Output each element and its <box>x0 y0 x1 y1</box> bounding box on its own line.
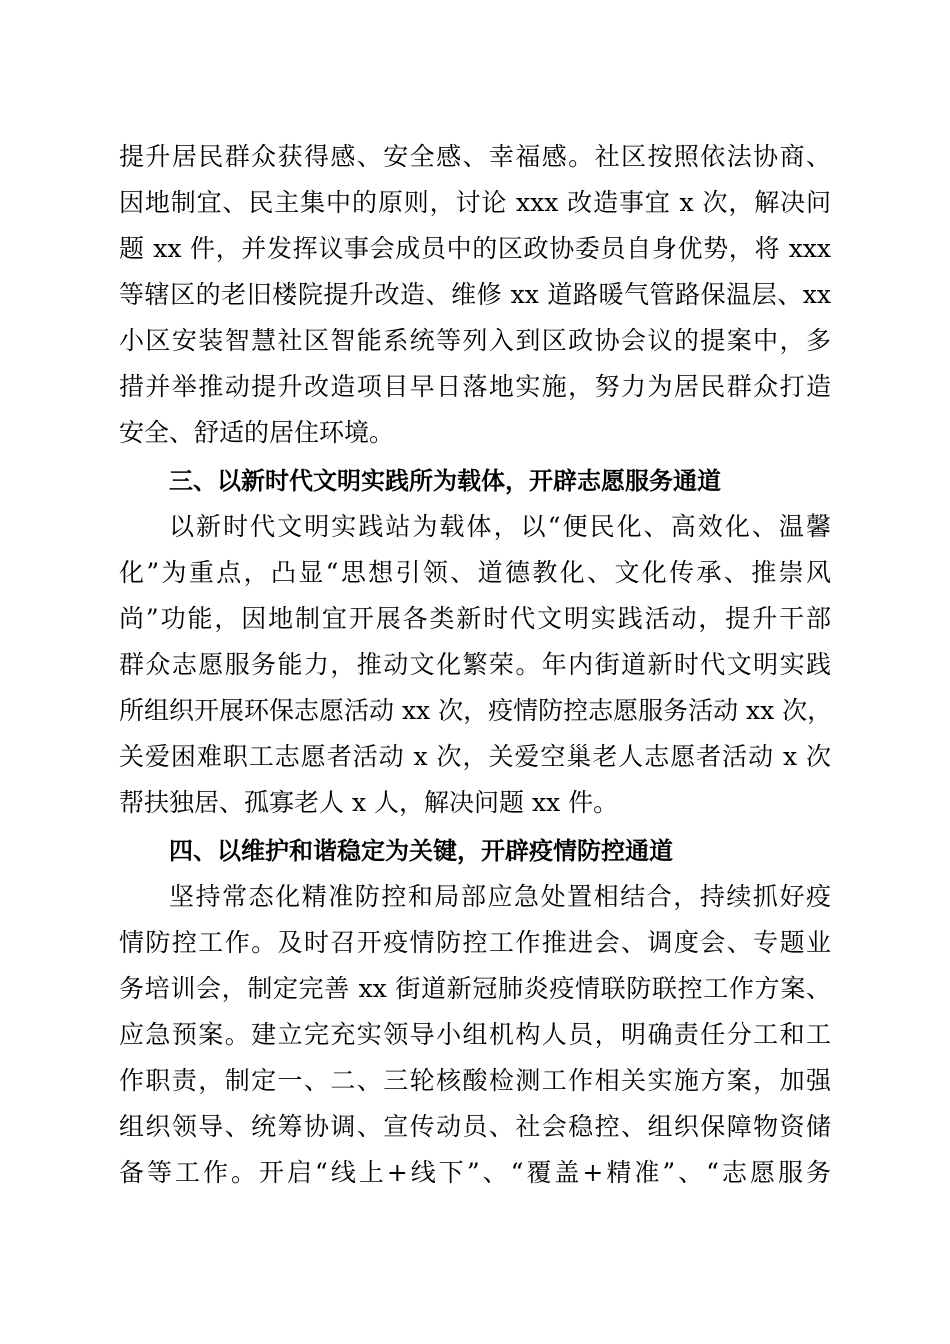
text-line: 以新时代文明实践站为载体，以“便民化、高效化、温馨 <box>169 512 831 541</box>
text-line: 小区安装智慧社区智能系统等列入到区政协会议的提案中，多 <box>119 326 831 355</box>
document-body <box>119 134 831 1196</box>
text-line: 群众志愿服务能力，推动文化繁荣。年内街道新时代文明实践 <box>119 650 831 679</box>
text-line: 所组织开展环保志愿活动 xx 次，疫情防控志愿服务活动 xx 次， <box>119 696 833 725</box>
text-line: 尚”功能，因地制宜开展各类新时代文明实践活动，提升干部 <box>119 604 831 633</box>
text-line: 等辖区的老旧楼院提升改造、维修 xx 道路暖气管路保温层、xx <box>119 280 831 309</box>
text-line: 关爱困难职工志愿者活动 x 次，关爱空巢老人志愿者活动 x 次 <box>119 742 831 771</box>
section-heading: 三、以新时代文明实践所为载体，开辟志愿服务通道 <box>169 467 721 495</box>
section-heading: 四、以维护和谐稳定为关键，开辟疫情防控通道 <box>169 837 673 865</box>
section-epidemic-prevention <box>119 828 831 1196</box>
text-line: 帮扶独居、孤寡老人 x 人，解决问题 xx 件。 <box>119 788 619 817</box>
text-line: 务培训会，制定完善 xx 街道新冠肺炎疫情联防联控工作方案、 <box>119 974 831 1003</box>
text-line: 应急预案。建立完充实领导小组机构人员，明确责任分工和工 <box>119 1020 831 1049</box>
text-line: 作职责，制定一、二、三轮核酸检测工作相关实施方案，加强 <box>119 1066 831 1095</box>
text-line: 化”为重点，凸显“思想引领、道德教化、文化传承、推崇风 <box>119 558 831 587</box>
text-line: 备等工作。开启“线上+线下”、“覆盖+精准”、“志愿服务 <box>119 1158 831 1187</box>
text-line: 提升居民群众获得感、安全感、幸福感。社区按照依法协商、 <box>119 142 831 171</box>
paragraph-community-renovation <box>119 134 831 456</box>
text-line: 题 xx 件，并发挥议事会成员中的区政协委员自身优势，将 xxx <box>119 234 831 263</box>
text-line: 组织领导、统筹协调、宣传动员、社会稳控、组织保障物资储 <box>119 1112 831 1141</box>
section-volunteer-service <box>119 458 831 826</box>
text-line: 因地制宜、民主集中的原则，讨论 xxx 改造事宜 x 次，解决问 <box>119 188 831 217</box>
text-line: 安全、舒适的居住环境。 <box>119 418 395 447</box>
text-line: 坚持常态化精准防控和局部应急处置相结合，持续抓好疫 <box>169 882 831 911</box>
text-line: 措并举推动提升改造项目早日落地实施，努力为居民群众打造 <box>119 372 831 401</box>
text-line: 情防控工作。及时召开疫情防控工作推进会、调度会、专题业 <box>119 928 831 957</box>
